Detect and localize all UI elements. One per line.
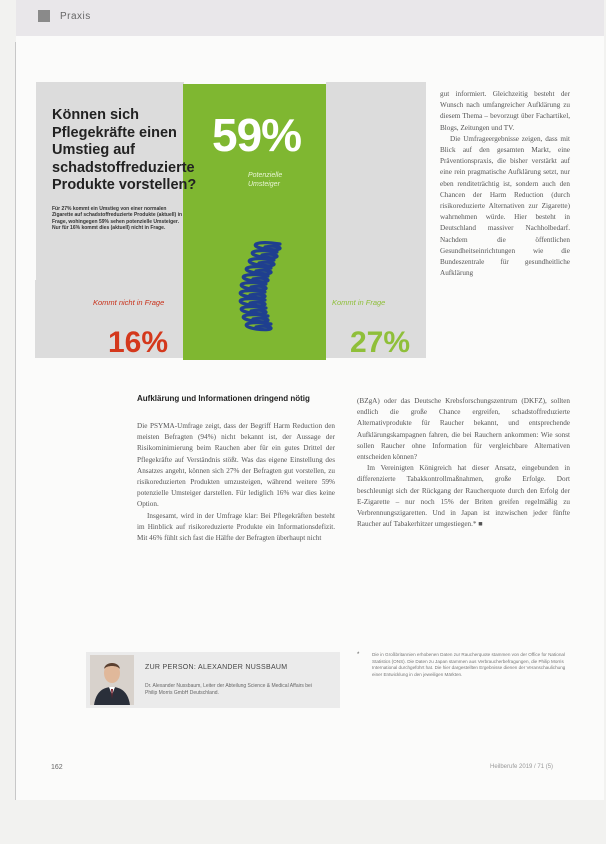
footnote-marker: * xyxy=(357,652,360,658)
person-description: Dr. Alexander Nussbaum, Leiter der Abteilung Science & Medical Affairs bei Philip Morris GmbH Deutschland. xyxy=(145,683,312,696)
infographic-question: Können sich Pflegekräfte einen Umstieg auf schadstoffreduzierte Produkte vorstellen? xyxy=(52,107,197,193)
article-column-right-top xyxy=(440,89,570,279)
paragraph: (BZgA) oder das Deutsche Krebsforschungszentrum (DKFZ), sollten endlich die große Chance ergreifen, schadstoffreduzierte Alternativprodukte für Raucher bekannt, und entsprechende Aufklärungskampagnen fahren, die bei Rauchern ankommen: Wie sonst sollen Raucher ohne Information für vergleichbare Alternativen entscheiden können? xyxy=(357,397,570,462)
page-number: 162 xyxy=(51,764,63,771)
label-potential: Potenzielle Umsteiger xyxy=(248,172,283,188)
paragraph: Im Vereinigten Königreich hat dieser Ansatz, eingebunden in differenzierte Tabakkontrollmaßnahmen, große Erfolge. Dort beschleunigt sich der Rückgang der Raucherquote durch den Erfolg der E-Zigarette – nur noch 15% der Briten greifen regelmäßig zu Verbrennungszigaretten. Und in Japan ist inzwischen jeder fünfte Raucher auf Tabakerhitzer umgestiegen.* ■ xyxy=(357,464,570,529)
avatar xyxy=(90,655,134,705)
percentage-potential: 59% xyxy=(212,109,302,161)
footnote: Die in Großbritannien erhobenen Daten zur Raucherquote stammen von der Office for National Statistics (ONS). Die Daten zu Japan stammen aus Verbraucherbefragungen, die Philip Morris International durchgeführt hat. Die hier dargestellten Ergebnisse dienen der Veranschaulichung einer Entwicklung in den jeweiligen Märkten. xyxy=(372,652,566,677)
section-header-bar xyxy=(16,0,604,36)
journal-citation: Heilberufe 2019 / 71 (5) xyxy=(490,764,554,770)
paragraph: gut informiert. Gleichzeitig besteht der Wunsch nach umfangreicher Aufklärung zu diesem Thema – bevorzugt über Fachartikel, Blogs, Zeitungen und TV. xyxy=(440,90,570,132)
article-column-left xyxy=(137,421,335,544)
infographic-note: Für 27% kommt ein Umstieg von einer normalen Zigarette auf schadstoffreduzierte Produkte (aktuell) in Frage, wohingegen 59% sehen potenzielle Umsteiger. Nur für 16% kommt dies (aktuell) nicht in Frage. xyxy=(52,206,183,231)
infographic-right-panel xyxy=(326,82,426,358)
paragraph: Die PSYMA-Umfrage zeigt, dass der Begriff Harm Reduction den meisten Befragten (94%) nicht bekannt ist, der Aussage der Risikominimierung beim Rauchen aber für ein gutes Drittel der Pflegekräfte auf Verständnis stößt. Was das eigene Einstellung des Ansatzes angeht, können sich 27% der Befragten gut vorstellen, zu risikoreduzierten Produkten umzusteigen, während weitere 59% potenzielle Umsteiger darstellen. Für lediglich 16% war dies keine Option. xyxy=(137,422,335,509)
label-considered: Kommt in Frage xyxy=(332,298,386,307)
page-edge-line xyxy=(15,42,16,800)
person-title: ZUR PERSON: ALEXANDER NUSSBAUM xyxy=(145,664,288,671)
percentage-not-considered: 16% xyxy=(108,326,169,359)
spring-coil-icon xyxy=(225,238,305,338)
section-square-icon xyxy=(38,10,50,22)
paragraph: Insgesamt, wird in der Umfrage klar: Bei Pflegekräften besteht im Hinblick auf risikoreduzierte Produkte ein Informationsdefizit. Mit 46% fühlt sich fast die Hälfte der Befragten überhaupt nicht xyxy=(137,511,335,543)
person-portrait-icon xyxy=(90,655,134,705)
section-label: Praxis xyxy=(60,11,91,22)
label-not-considered: Kommt nicht in Frage xyxy=(93,298,165,307)
paragraph: Die Umfrageergebnisse zeigen, dass mit Blick auf den gesamten Markt, eine Präventionspraxis, die bisher verstärkt auf eine rein pragmatische Aufklärung setzt, nur eben renditeträchtig ist, sondern auch den Chancen der Harm Reduction (durch risikoreduzierte Alternativen zur Zigarette) wahrnehmen würde. Hier besteht in Deutschland massiver Nachholbedarf. Nachdem die öffentlichen Gesundheitseinrichtungen wie die Bundeszentrale für gesundheitliche Aufklärung xyxy=(440,134,570,278)
article-subheading: Aufklärung und Informationen dringend nötig xyxy=(137,394,310,403)
article-column-right-bottom xyxy=(357,396,570,530)
percentage-considered: 27% xyxy=(350,326,411,359)
